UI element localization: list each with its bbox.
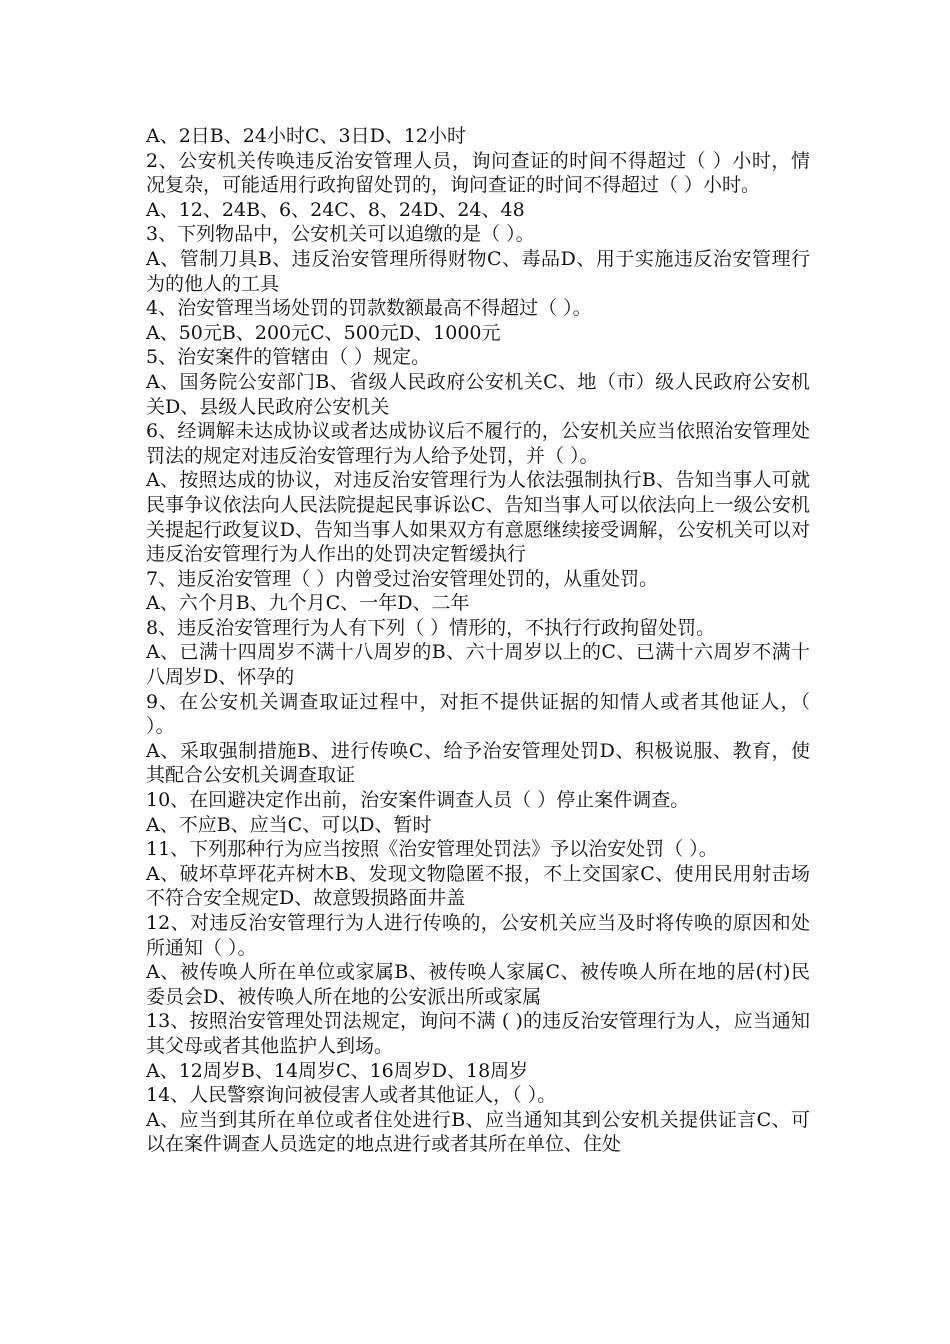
question-5: 5、治安案件的管辖由（ ）规定。 <box>146 346 431 369</box>
options-q5: A、国务院公安部门B、省级人民政府公安机关C、地（市）级人民政府公安机关D、县级人民政府公安机关 <box>146 370 810 418</box>
question-10: 10、在回避决定作出前，治安案件调查人员（ ）停止案件调查。 <box>146 789 690 812</box>
options-q7: A、六个月B、九个月C、一年D、二年 <box>146 592 470 615</box>
options-q10: A、不应B、应当C、可以D、暂时 <box>146 813 432 836</box>
options-q3: A、管制刀具B、违反治安管理所得财物C、毒品D、用于实施违反治安管理行为的他人的工具 <box>146 247 810 295</box>
options-q9: A、采取强制措施B、进行传唤C、给予治安管理处罚D、积极说服、教育，使其配合公安机关调查取证 <box>146 739 810 787</box>
question-9: 9、在公安机关调查取证过程中，对拒不提供证据的知情人或者其他证人，（ ）。 <box>146 690 810 738</box>
options-q4: A、50元B、200元C、500元D、1000元 <box>146 321 501 344</box>
question-7: 7、违反治安管理（ ）内曾受过治安管理处罚的，从重处罚。 <box>146 567 659 590</box>
question-6: 6、经调解未达成协议或者达成协议后不履行的，公安机关应当依照治安管理处罚法的规定对违反治安管理行为人给予处罚，并（ ）。 <box>146 420 810 467</box>
options-q13: A、12周岁B、14周岁C、16周岁D、18周岁 <box>146 1059 529 1082</box>
option-line-q1: A、2日B、24小时C、3日D、12小时 <box>146 125 466 147</box>
question-11: 11、下列那种行为应当按照《治安管理处罚法》予以治安处罚（ ）。 <box>146 838 718 861</box>
question-8: 8、违反治安管理行为人有下列（ ）情形的，不执行行政拘留处罚。 <box>146 616 716 639</box>
options-q6: A、按照达成的协议，对违反治安管理行为人依法强制执行B、告知当事人可就民事争议依法向人民法院提起民事诉讼C、告知当事人可以依法向上一级公安机关提起行政复议D、告知当事人如果双方有意愿继续接受调解，公安机关可以对违反治安管理行为人作出的处罚决定暂缓执行 <box>146 469 810 566</box>
question-2: 2、公安机关传唤违反治安管理人员，询问查证的时间不得超过（ ）小时，情况复杂，可能适用行政拘留处罚的，询问查证的时间不得超过（ ）小时。 <box>146 149 810 197</box>
options-q8: A、已满十四周岁不满十八周岁的B、六十周岁以上的C、已满十六周岁不满十八周岁D、怀孕的 <box>146 641 810 689</box>
document-body <box>146 124 810 1157</box>
options-q2: A、12、24B、6、24C、8、24D、24、48 <box>146 198 525 221</box>
question-4: 4、治安管理当场处罚的罚款数额最高不得超过（ ）。 <box>146 297 592 320</box>
question-12: 12、对违反治安管理行为人进行传唤的，公安机关应当及时将传唤的原因和处所通知（ ）。 <box>146 912 810 959</box>
question-13: 13、按照治安管理处罚法规定，询问不满 ( )的违反治安管理行为人，应当通知其父母或者其他监护人到场。 <box>146 1010 810 1057</box>
question-14: 14、人民警察询问被侵害人或者其他证人，（ ）。 <box>146 1084 557 1107</box>
options-q14: A、应当到其所在单位或者住处进行B、应当通知其到公安机关提供证言C、可以在案件调查人员选定的地点进行或者其所在单位、住处 <box>146 1108 810 1156</box>
options-q12: A、被传唤人所在单位或家属B、被传唤人家属C、被传唤人所在地的居(村)民委员会D、被传唤人所在地的公安派出所或家属 <box>146 961 810 1008</box>
options-q11: A、破坏草坪花卉树木B、发现文物隐匿不报，不上交国家C、使用民用射击场不符合安全规定D、故意毁损路面井盖 <box>146 862 810 910</box>
question-3: 3、下列物品中，公安机关可以追缴的是（ ）。 <box>146 223 535 246</box>
